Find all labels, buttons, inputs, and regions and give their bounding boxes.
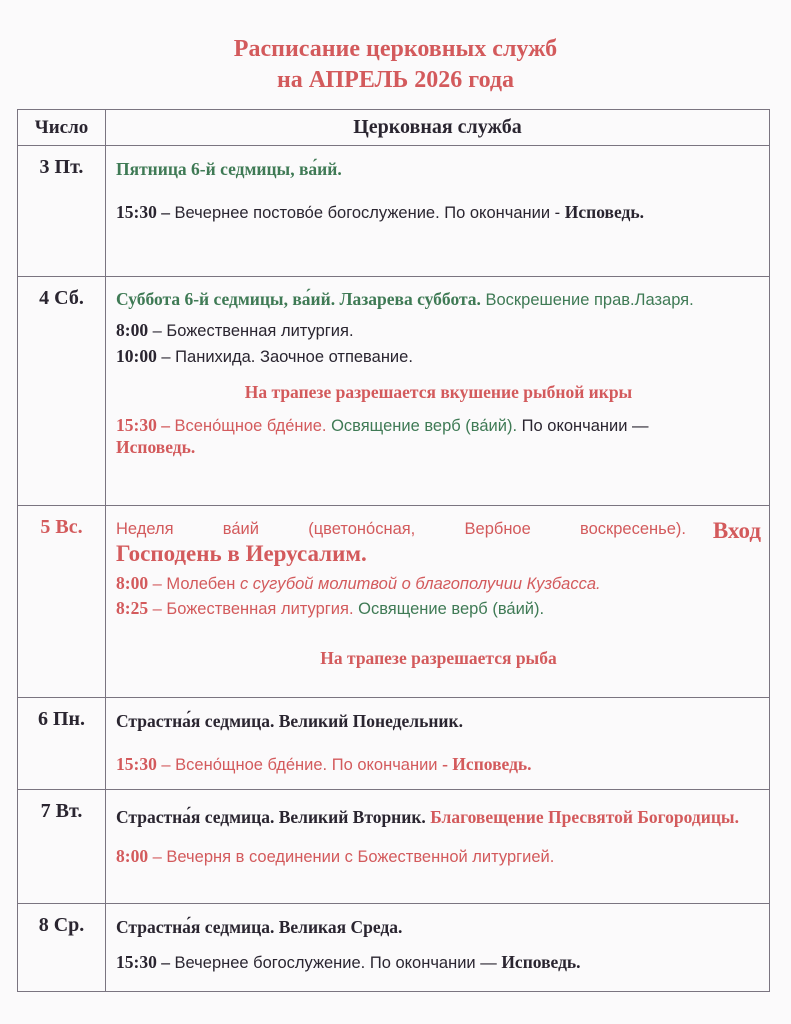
day-title: Страстна́я седмица. Великий Понедельник. [116, 711, 463, 731]
service-time: 15:30 – [116, 952, 170, 972]
day-services [106, 790, 770, 904]
day-date: 5 Вс. [18, 506, 106, 698]
feast-title: Господень в Иерусалим. [116, 541, 367, 566]
service-text: Вечернее постово́е богослужение. По окончании - [169, 204, 565, 222]
service-text: – Божественная литургия. [148, 600, 354, 618]
service-text: По окончании — [517, 417, 649, 435]
confession-label: - Исповедь. [442, 754, 532, 774]
table-row [18, 904, 770, 992]
refectory-note: На трапезе разрешается вкушение рыбной икры [244, 382, 633, 402]
service-text: – Всено́щное бде́ние. По окончании [156, 756, 443, 774]
day-title: Неделя ва́ий (цветоно́сная, Вербное воскресенье). [116, 520, 686, 538]
service-time: 8:00 [116, 573, 149, 593]
service-time: 8:25 [116, 598, 149, 618]
title-line-1: Расписание церковных служб [233, 36, 558, 62]
table-row [18, 698, 770, 790]
confession-label: Исповедь. [501, 952, 581, 972]
day-subtitle: Воскрешение прав.Лазаря. [480, 291, 694, 309]
feast-title: Благовещение Пресвятой Богородицы. [425, 807, 739, 827]
service-text: Всено́щное бде́ние. [169, 417, 327, 435]
confession-label: Исповедь. [564, 202, 644, 222]
day-date: 3 Пт. [18, 146, 106, 277]
service-time: 10:00 [116, 346, 157, 366]
table-row [18, 277, 770, 506]
day-title: Страстна́я седмица. Великий Вторник. [116, 807, 426, 827]
service-time: 8:00 [116, 320, 149, 340]
service-text: – Панихида. Заочное отпевание. [156, 348, 413, 366]
service-text: – Божественная литургия. [148, 322, 354, 340]
page-title [0, 34, 791, 96]
day-services [106, 904, 770, 992]
column-header-date: Число [18, 110, 106, 146]
service-text: Освящение верб (ва́ий). [353, 600, 545, 618]
table-row [18, 790, 770, 904]
day-services [106, 698, 770, 790]
day-title: Суббота 6-й седмицы, ва́ий. Лазарева суббота. [116, 289, 481, 309]
day-date: 8 Ср. [18, 904, 106, 992]
service-time: 15:30 [116, 754, 157, 774]
table-row [18, 146, 770, 277]
day-services [106, 277, 770, 506]
service-text: – Молебен [148, 575, 240, 593]
column-header-service: Церковная служба [106, 110, 770, 146]
feast-title: Вход [712, 518, 761, 543]
table-header-row [18, 110, 770, 146]
day-date: 6 Пн. [18, 698, 106, 790]
title-line-2: на АПРЕЛЬ 2026 года [276, 67, 515, 93]
day-title: Страстна́я седмица. Великая Среда. [116, 917, 403, 937]
service-time: 8:00 [116, 846, 149, 866]
service-time: 15:30 – [116, 202, 170, 222]
refectory-note: На трапезе разрешается рыба [320, 648, 557, 668]
table-row [18, 506, 770, 698]
day-date: 4 Сб. [18, 277, 106, 506]
service-time: 15:30 – [116, 415, 170, 435]
service-text: с сугубой молитвой о благополучии Кузбасса. [239, 575, 601, 593]
service-text: – Вечерня в соединении с Божественной литургией. [148, 848, 555, 866]
confession-label: Исповедь. [116, 437, 196, 457]
schedule-table [17, 109, 770, 992]
day-services [106, 506, 770, 698]
service-text: Освящение верб (ва́ий). [326, 417, 518, 435]
service-text: Вечернее богослужение. По окончании — [169, 954, 502, 972]
day-date: 7 Вт. [18, 790, 106, 904]
day-title: Пятница 6-й седмицы, ва́ий. [116, 159, 342, 179]
day-services [106, 146, 770, 277]
